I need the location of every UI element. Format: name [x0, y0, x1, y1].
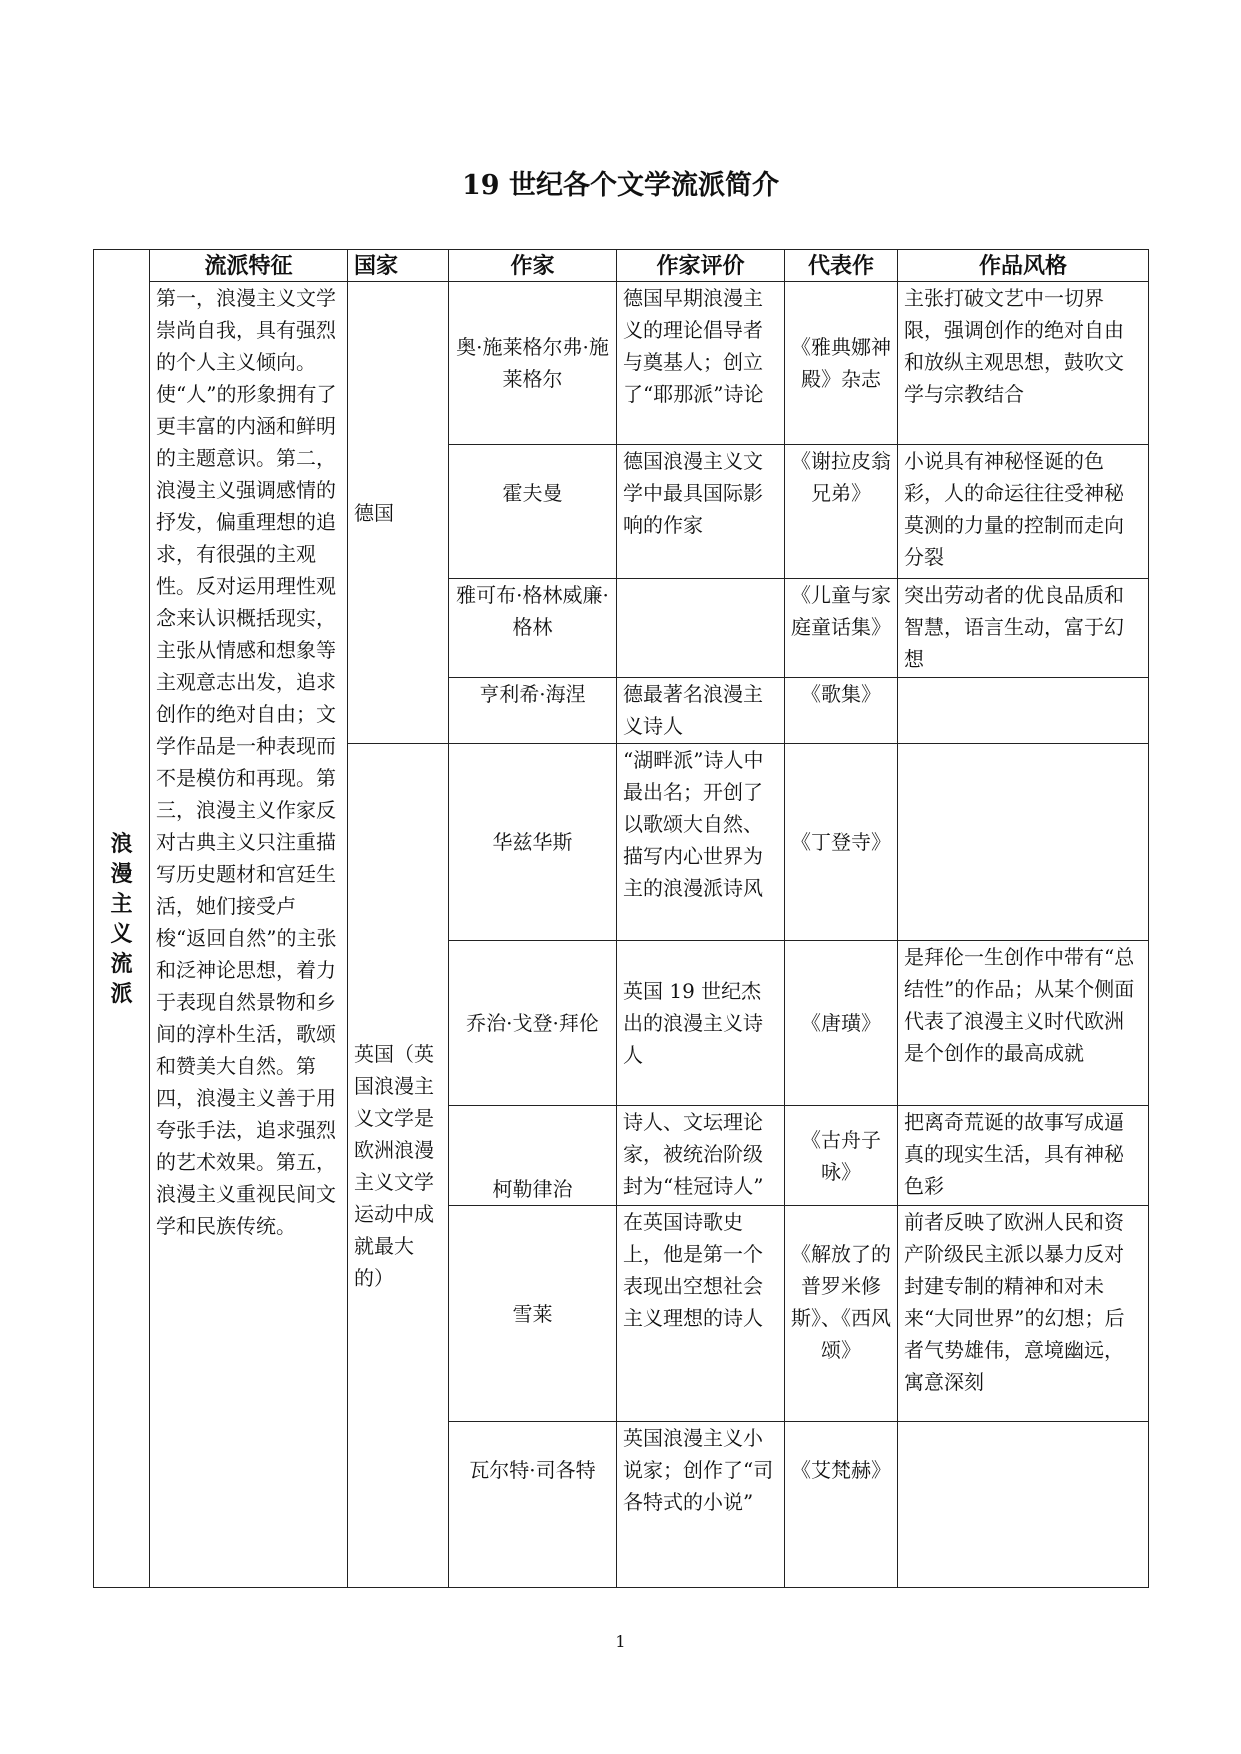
author-cell: 雅可布·格林威廉·格林 [449, 579, 617, 678]
school-char: 义 [110, 920, 133, 947]
work-cell: 《解放了的普罗米修斯》、《西风颂》 [785, 1206, 898, 1422]
evaluation-cell: 在英国诗歌史上，他是第一个表现出空想社会主义理想的诗人 [617, 1206, 785, 1422]
header-author: 作家 [449, 250, 617, 282]
literary-schools-table [93, 249, 1149, 1588]
evaluation-cell: 英国浪漫主义小说家；创作了“司各特式的小说” [617, 1422, 785, 1588]
style-cell [898, 744, 1149, 941]
header-country: 国家 [348, 250, 449, 282]
school-char: 漫 [110, 860, 133, 887]
table-header-row [94, 250, 1149, 282]
work-cell: 《艾梵赫》 [785, 1422, 898, 1588]
style-cell: 小说具有神秘怪诞的色彩，人的命运往往受神秘莫测的力量的控制而走向分裂 [898, 445, 1149, 579]
country-england: 英国（英国浪漫主义文学是欧洲浪漫主义文学运动中成就最大的） [348, 744, 449, 1588]
features-cell: 第一，浪漫主义文学崇尚自我，具有强烈的个人主义倾向。使“人”的形象拥有了更丰富的内涵和鲜明的主题意识。第二，浪漫主义强调感情的抒发，偏重理想的追求，有很强的主观性。反对运用理性观念来认识概括现实，主张从情感和想象等主观意志出发，追求创作的绝对自由；文学作品是一种表现而不是模仿和再现。第三，浪漫主义作家反对古典主义只注重描写历史题材和宫廷生活，她们接受卢梭“返回自然”的主张和泛神论思想，着力于表现自然景物和乡间的淳朴生活，歌颂和赞美大自然。第四，浪漫主义善于用夸张手法，追求强烈的艺术效果。第五，浪漫主义重视民间文学和民族传统。 [150, 282, 348, 1588]
school-char: 浪 [110, 830, 133, 857]
work-cell: 《古舟子咏》 [785, 1106, 898, 1206]
header-style: 作品风格 [898, 250, 1149, 282]
style-cell: 前者反映了欧洲人民和资产阶级民主派以暴力反对封建专制的精神和对未来“大同世界”的幻想；后者气势雄伟，意境幽远，寓意深刻 [898, 1206, 1149, 1422]
document-title: 19 世纪各个文学流派简介 [462, 170, 779, 201]
evaluation-cell: 诗人、文坛理论家，被统治阶级封为“桂冠诗人” [617, 1106, 785, 1206]
style-cell: 突出劳动者的优良品质和智慧，语言生动，富于幻想 [898, 579, 1149, 678]
header-work: 代表作 [785, 250, 898, 282]
author-cell: 华兹华斯 [449, 744, 617, 941]
header-features: 流派特征 [150, 250, 348, 282]
author-cell: 乔治·戈登·拜伦 [449, 941, 617, 1106]
work-cell: 《儿童与家庭童话集》 [785, 579, 898, 678]
style-cell: 是拜伦一生创作中带有“总结性”的作品；从某个侧面代表了浪漫主义时代欧洲是个创作的最高成就 [898, 941, 1149, 1106]
evaluation-cell [617, 579, 785, 678]
evaluation-cell: “湖畔派”诗人中最出名；开创了以歌颂大自然、描写内心世界为主的浪漫派诗风 [617, 744, 785, 941]
evaluation-cell: 德国浪漫主义文学中最具国际影响的作家 [617, 445, 785, 579]
style-cell: 把离奇荒诞的故事写成逼真的现实生活，具有神秘色彩 [898, 1106, 1149, 1206]
country-germany: 德国 [348, 282, 449, 744]
header-evaluation: 作家评价 [617, 250, 785, 282]
work-cell: 《丁登寺》 [785, 744, 898, 941]
author-cell: 奥·施莱格尔弗·施莱格尔 [449, 282, 617, 445]
table-row [94, 282, 1149, 445]
school-char: 派 [110, 980, 133, 1007]
author-cell: 柯勒律治 [449, 1106, 617, 1206]
work-cell: 《歌集》 [785, 678, 898, 744]
school-name-cell [94, 250, 150, 1588]
style-cell: 主张打破文艺中一切界限，强调创作的绝对自由和放纵主观思想，鼓吹文学与宗教结合 [898, 282, 1149, 445]
school-char: 流 [110, 950, 133, 977]
author-cell: 霍夫曼 [449, 445, 617, 579]
style-cell [898, 1422, 1149, 1588]
evaluation-cell: 德国早期浪漫主义的理论倡导者与奠基人；创立了“耶那派”诗论 [617, 282, 785, 445]
evaluation-cell: 德最著名浪漫主义诗人 [617, 678, 785, 744]
evaluation-cell: 英国 19 世纪杰出的浪漫主义诗人 [617, 941, 785, 1106]
author-cell: 雪莱 [449, 1206, 617, 1422]
school-char: 主 [110, 890, 133, 917]
page-number: 1 [615, 1632, 626, 1651]
work-cell: 《谢拉皮翁兄弟》 [785, 445, 898, 579]
author-cell: 瓦尔特·司各特 [449, 1422, 617, 1588]
work-cell: 《唐璜》 [785, 941, 898, 1106]
work-cell: 《雅典娜神殿》杂志 [785, 282, 898, 445]
style-cell [898, 678, 1149, 744]
author-cell: 亨利希·海涅 [449, 678, 617, 744]
